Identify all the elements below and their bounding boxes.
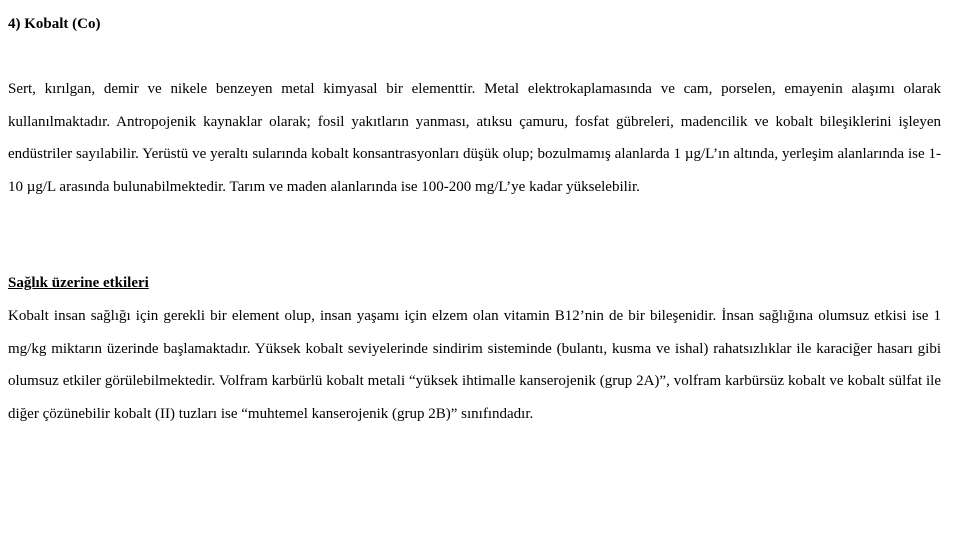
health-effects-paragraph: Kobalt insan sağlığı için gerekli bir element olup, insan yaşamı için elzem olan vitamin B12’nin de bir bileşenidir. İnsan sağlığına olumsuz etkisi ise 1 mg/kg miktarın üzerinde başlamaktadır. Yüksek kobalt seviyelerinde sindirim sisteminde (bulantı, kusma ve ishal) rahatsızlıklar ile karaciğer hasarı gibi olumsuz etkiler görülebilmektedir. Volfram karbürlü kobalt metali “yüksek ihtimalle kanserojenik (grup 2A)”, volfram karbürsüz kobalt ve kobalt sülfat ile diğer çözünebilir kobalt (II) tuzları ise “muhtemel kanserojenik (grup 2B)” sınıfındadır.: [8, 308, 941, 422]
section-heading: 4) Kobalt (Co): [8, 16, 101, 32]
health-effects-title: Sağlık üzerine etkileri: [8, 275, 149, 291]
intro-paragraph: Sert, kırılgan, demir ve nikele benzeyen metal kimyasal bir elementtir. Metal elektrokaplamasında ve cam, porselen, emayenin alaşımı olarak kullanılmaktadır. Antropojenik kaynaklar olarak; fosil yakıtların yanması, atıksu çamuru, fosfat gübreleri, madencilik ve kobalt bileşiklerini işleyen endüstriler sayılabilir. Yerüstü ve yeraltı sularında kobalt konsantrasyonları düşük olup; bozulmamış alanlarda 1 µg/L’ın altında, yerleşim alanlarında ise 1-10 µg/L arasında bulunabilmektedir. Tarım ve maden alanlarında ise 100-200 mg/L’ye kadar yükselebilir.: [8, 81, 941, 195]
